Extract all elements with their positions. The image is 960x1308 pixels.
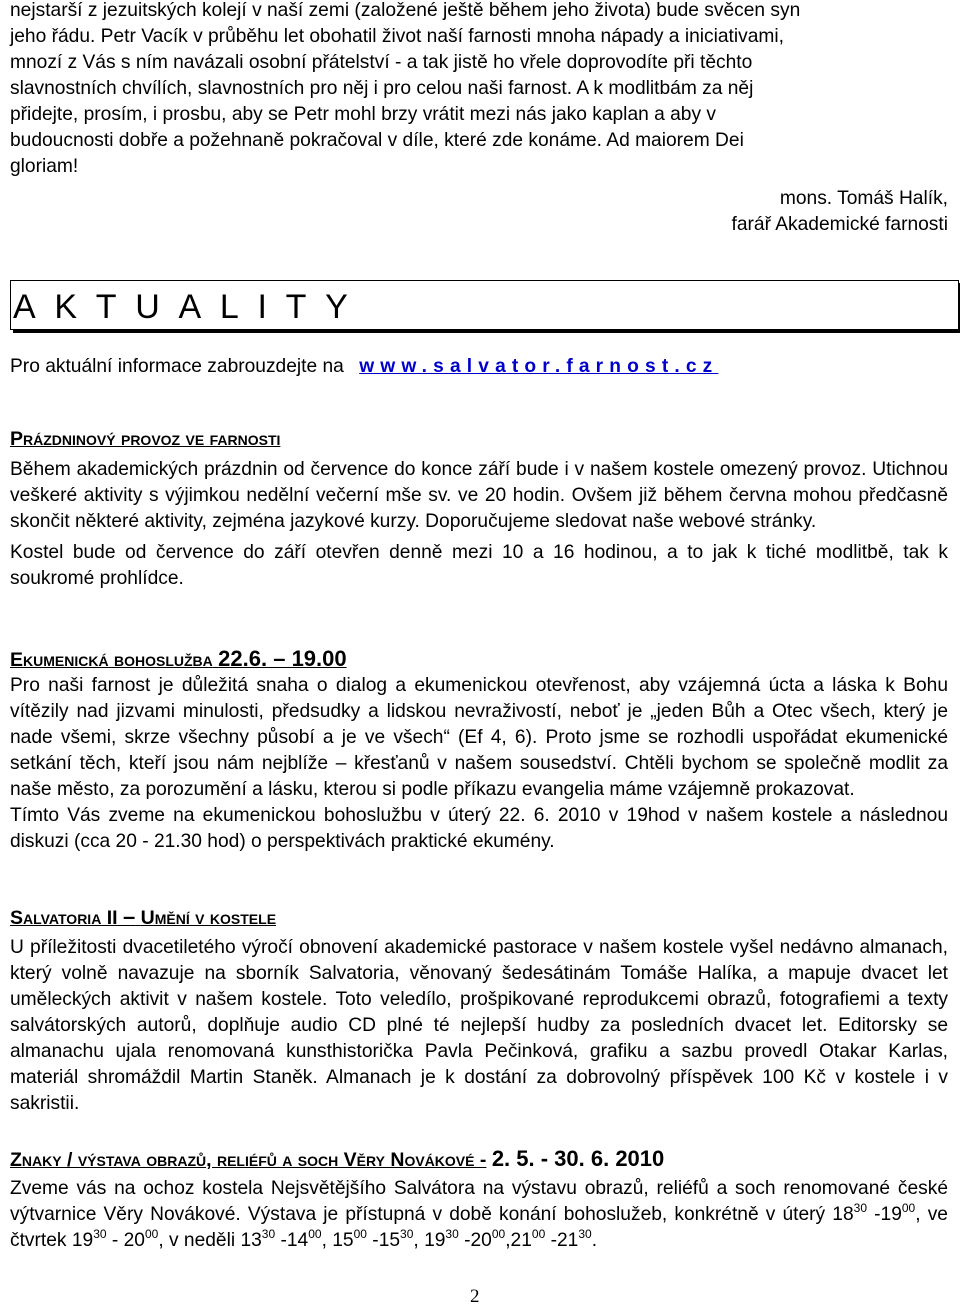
aktuality-text: Pro aktuální informace zabrouzdejte na <box>10 356 344 377</box>
text: Zveme vás na ochoz kostela Nejsvětějšího Salvátora na výstavu obrazů, reliéfů a soch renomované české výtvarnice Věry Novákové. Výstava je přístupná v době konání bohoslužeb, konkrétně v úterý <box>10 1178 948 1225</box>
intro-line: mnozí z Vás s ním navázali osobní přátelství - a tak jistě ho vřele doprovodíte při těchto <box>10 52 753 73</box>
intro-line: přidejte, prosím, i prosbu, aby se Petr mohl brzy vrátit mezi nás jako kaplan a aby v <box>10 104 716 125</box>
intro-line: budoucnosti dobře a požehnaně pokračoval v díle, které zde konáme. Ad maiorem Dei <box>10 130 744 151</box>
section-heading <box>10 1146 948 1173</box>
time-sup: 00 <box>144 1227 159 1241</box>
paragraph: Tímto Vás zveme na ekumenickou bohoslužbu v úterý 22. 6. 2010 v 19hod v našem kostele a následnou diskuzi (cca 20 - 21.30 hod) o perspektivách praktické ekumény. <box>10 805 948 852</box>
paragraph: U příležitosti dvacetiletého výročí obnovení akademické pastorace v našem kostele vyšel nedávno almanach, který volně navazuje na sborník Salvatoria, věnovaný šedesátinám Tomáše Halíka, a mapuje dvacet let uměleckých aktivit v našem kostele. Toto veledílo, prošpikované reprodukcemi obrazů, fotografiemi a texty salvátorských autorů, doplňuje audio CD plné té nejlepší hudby za posledních dvacet let. Editorsky se almanachu ujala renomovaná kunsthistorička Pavla Pečinková, grafiku a sazbu provedl Otakar Karlas, materiál shromáždil Martin Staněk. Almanach je k dostání za dobrovolný příspěvek 100 Kč v kostele i v sakristii. <box>10 937 948 1114</box>
section-salvatoria <box>10 904 948 1117</box>
section-ecumenical-service <box>10 646 948 855</box>
time-sup: 30 <box>853 1201 867 1215</box>
time: , 19 <box>413 1230 446 1251</box>
heading-part-a: Salvatoria II <box>10 907 118 929</box>
aktuality-banner <box>10 280 959 330</box>
time: -15 <box>366 1230 401 1251</box>
section-heading <box>10 904 948 931</box>
time-sup: 00 <box>308 1227 322 1241</box>
time-sup: 30 <box>93 1227 107 1241</box>
time-sup: 00 <box>901 1201 916 1215</box>
heading-date: 2. 5. - 30. 6. 2010 <box>491 1146 665 1171</box>
signature-name: mons. Tomáš Halík, <box>779 188 948 209</box>
website-link[interactable]: www.salvator.farnost.cz <box>359 356 719 377</box>
time-sup: 30 <box>400 1227 414 1241</box>
page-number: 2 <box>470 1286 480 1307</box>
time: -21 <box>545 1230 579 1251</box>
paragraph: Během akademických prázdnin od července do konce září bude i v našem kostele omezený provoz. Utichnou veškeré aktivity s výjimkou nedělní večerní mše sv. ve 20 hodin. Ovšem již během června mohou předčasně skončit některé aktivity, zejména jazykové kurzy. Doporučujeme sledovat naše webové stránky. <box>10 459 948 532</box>
paragraph <box>10 1176 948 1254</box>
section-heading <box>10 646 948 673</box>
heading-text: Ekumenická bohoslužba <box>10 649 213 671</box>
time-sup: 30 <box>261 1227 276 1241</box>
document-page <box>10 0 948 1251</box>
paragraph: Pro naši farnost je důležitá snaha o dialog a ekumenickou otevřenost, aby vzájemná úcta a láska k Bohu vítězily nad jizvami minulosti, předsudky a lidskou nevraživostí, neboť je „jeden Bůh a Otec všech, který je nade všemi, skrze všechny působí a je ve všech“ (Ef 4, 6). Proto jsme se rozhodli uspořádat ekumenické setkání těch, kteří jsou nám nejblíže – křesťanů v našem sousedství. Chtěli bychom se společně modlit za naše město, za porozumění a lásku, kterou si podle příkazu evangelia máme vzájemně prokazovat. <box>10 675 948 800</box>
section-exhibition <box>10 1146 948 1254</box>
time-sup: 30 <box>445 1227 459 1241</box>
time: -20 <box>458 1230 492 1251</box>
text: , v neděli <box>158 1230 241 1251</box>
time: ,21 <box>505 1230 532 1251</box>
intro-text <box>10 0 948 180</box>
time: -14 <box>275 1230 309 1251</box>
time: - 20 <box>106 1230 145 1251</box>
time-sup: 00 <box>531 1227 546 1241</box>
aktuality-line <box>10 354 718 380</box>
intro-line: nejstarší z jezuitských kolejí v naší zemi (založené ještě během jeho života) bude svěcen syn <box>10 0 801 21</box>
intro-line: gloriam! <box>10 156 79 177</box>
text: , ve čtvrtek <box>10 1204 948 1251</box>
section-summer-schedule <box>10 426 948 592</box>
time: 19 <box>71 1230 94 1251</box>
time: 13 <box>240 1230 262 1251</box>
time: -19 <box>867 1204 902 1225</box>
heading-part-b: Umění v kostele <box>140 907 277 929</box>
signature-role: farář Akademické farnosti <box>731 214 948 235</box>
intro-line: slavnostních chvílích, slavnostních pro něj i pro celou naši farnost. A k modlitbám za něj <box>10 78 754 99</box>
time: 18 <box>832 1204 854 1225</box>
heading-date: 22.6. – 19.00 <box>218 646 347 671</box>
section-heading: Prázdninový provoz ve farnosti <box>10 428 281 450</box>
time: , 15 <box>321 1230 354 1251</box>
text: . <box>591 1230 598 1251</box>
intro-line: jeho řádu. Petr Vacík v průběhu let obohatil život naší farnosti mnoha nápady a iniciativami, <box>10 26 784 47</box>
banner-title: AKTUALITY <box>13 288 367 326</box>
heading-part-a: Znaky / výstava obrazů, reliéfů a soch Věry Novákové - <box>10 1149 487 1171</box>
paragraph: Kostel bude od července do září otevřen denně mezi 10 a 16 hodinou, a to jak k tiché modlitbě, tak k soukromé prohlídce. <box>10 542 948 589</box>
time-sup: 00 <box>491 1227 506 1241</box>
time-sup: 00 <box>353 1227 367 1241</box>
heading-dash: – <box>122 904 136 929</box>
time-sup: 30 <box>578 1227 592 1241</box>
